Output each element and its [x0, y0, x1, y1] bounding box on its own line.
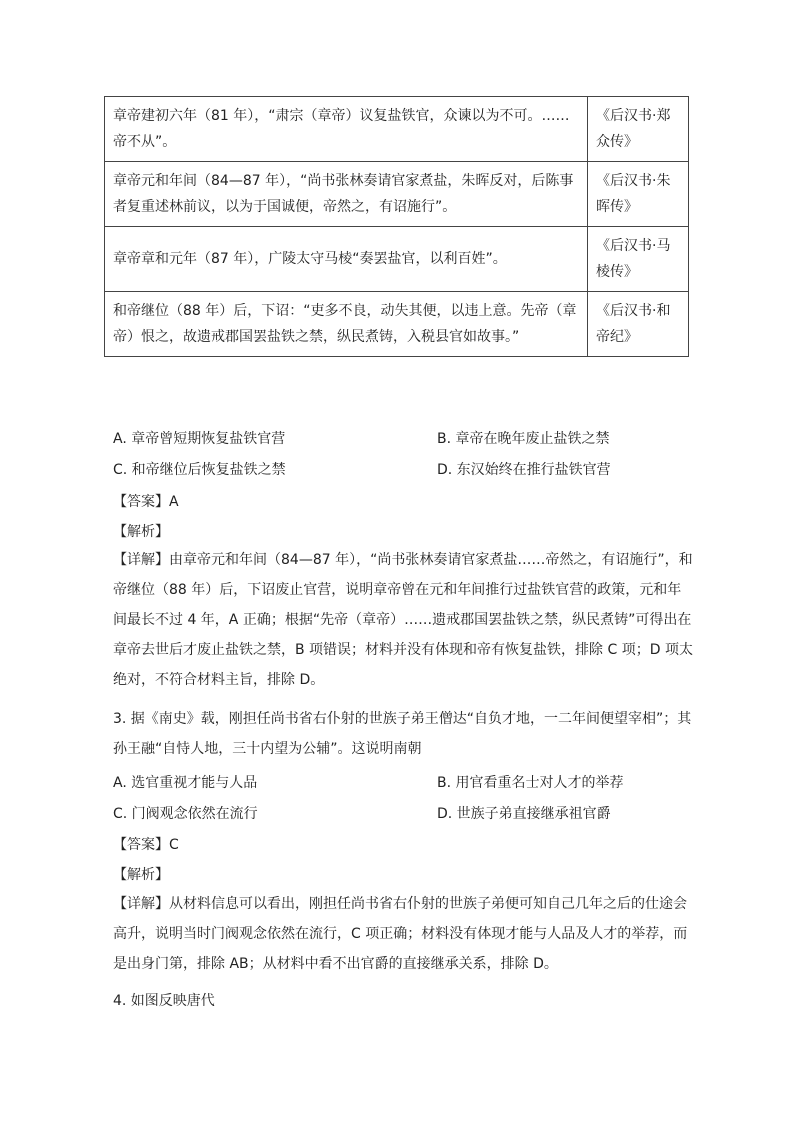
table-cell-event: 和帝继位（88 年）后，下诏：“吏多不良，动失其便，以违上意。先帝（章帝）恨之，故遗戒郡国罢盐铁之禁，纵民煮铸，入税县官如故事。” [105, 292, 588, 357]
table-row [105, 227, 689, 292]
q3-detail: 【详解】从材料信息可以看出，刚担任尚书省右仆射的世族子弟便可知自己几年之后的仕途会高升，说明当时门阀观念依然在流行，C 项正确；材料没有体现才能与人品及人才的举荐，而是出身门第，排除 AB；从材料中看不出官爵的直接继承关系，排除 D。 [113, 896, 688, 972]
q2-option-d: D. 东汉始终在推行盐铁官营 [437, 462, 611, 478]
q2-detail: 【详解】由章帝元和年间（84—87 年），“尚书张林奏请官家煮盐……帝然之，有诏施行”，和帝继位（88 年）后，下诏废止官营，说明章帝曾在元和年间推行过盐铁官营的政策，元和年间最长不过 4 年，A 正确；根据“先帝（章帝）……遗戒郡国罢盐铁之禁，纵民煮铸”可得出在章帝去世后才废止盐铁之禁，B 项错误；材料并没有体现和帝有恢复盐铁，排除 C 项；D 项太绝对，不符合材料主旨，排除 D。 [113, 552, 693, 688]
q3-option-b: B. 用官看重名士对人才的举荐 [437, 775, 624, 791]
q3-answer: 【答案】C [113, 837, 179, 853]
q3-analysis-label: 【解析】 [113, 867, 169, 883]
table-row [105, 162, 689, 227]
table-cell-source: 《后汉书·朱晖传》 [588, 162, 689, 227]
source-table [104, 96, 689, 357]
q2-option-a: A. 章帝曾短期恢复盐铁官营 [113, 431, 286, 447]
q3-stem: 3. 据《南史》载，刚担任尚书省右仆射的世族子弟王僧达“自负才地，一二年间便望宰相”；其孙王融“自恃人地，三十内望为公辅”。这说明南朝 [113, 711, 692, 757]
q2-option-c: C. 和帝继位后恢复盐铁之禁 [113, 462, 286, 478]
table-cell-source: 《后汉书·和帝纪》 [588, 292, 689, 357]
table-row [105, 292, 689, 357]
table-cell-event: 章帝建初六年（81 年），“肃宗（章帝）议复盐铁官，众谏以为不可。……帝不从”。 [105, 97, 588, 162]
table-row [105, 97, 689, 162]
table-cell-event: 章帝章和元年（87 年），广陵太守马棱“奏罢盐官，以利百姓”。 [105, 227, 588, 292]
q3-option-c: C. 门阀观念依然在流行 [113, 806, 258, 822]
q2-analysis-label: 【解析】 [113, 524, 169, 540]
q2-answer: 【答案】A [113, 494, 179, 510]
q3-option-a: A. 选官重视才能与人品 [113, 775, 258, 791]
q3-option-d: D. 世族子弟直接继承祖官爵 [437, 806, 611, 822]
table-cell-event: 章帝元和年间（84—87 年），“尚书张林奏请官家煮盐，朱晖反对，后陈事者复重述林前议，以为于国诚便，帝然之，有诏施行”。 [105, 162, 588, 227]
q4-stem: 4. 如图反映唐代 [113, 993, 215, 1009]
table-cell-source: 《后汉书·郑众传》 [588, 97, 689, 162]
q2-option-b: B. 章帝在晚年废止盐铁之禁 [437, 431, 610, 447]
table-cell-source: 《后汉书·马棱传》 [588, 227, 689, 292]
